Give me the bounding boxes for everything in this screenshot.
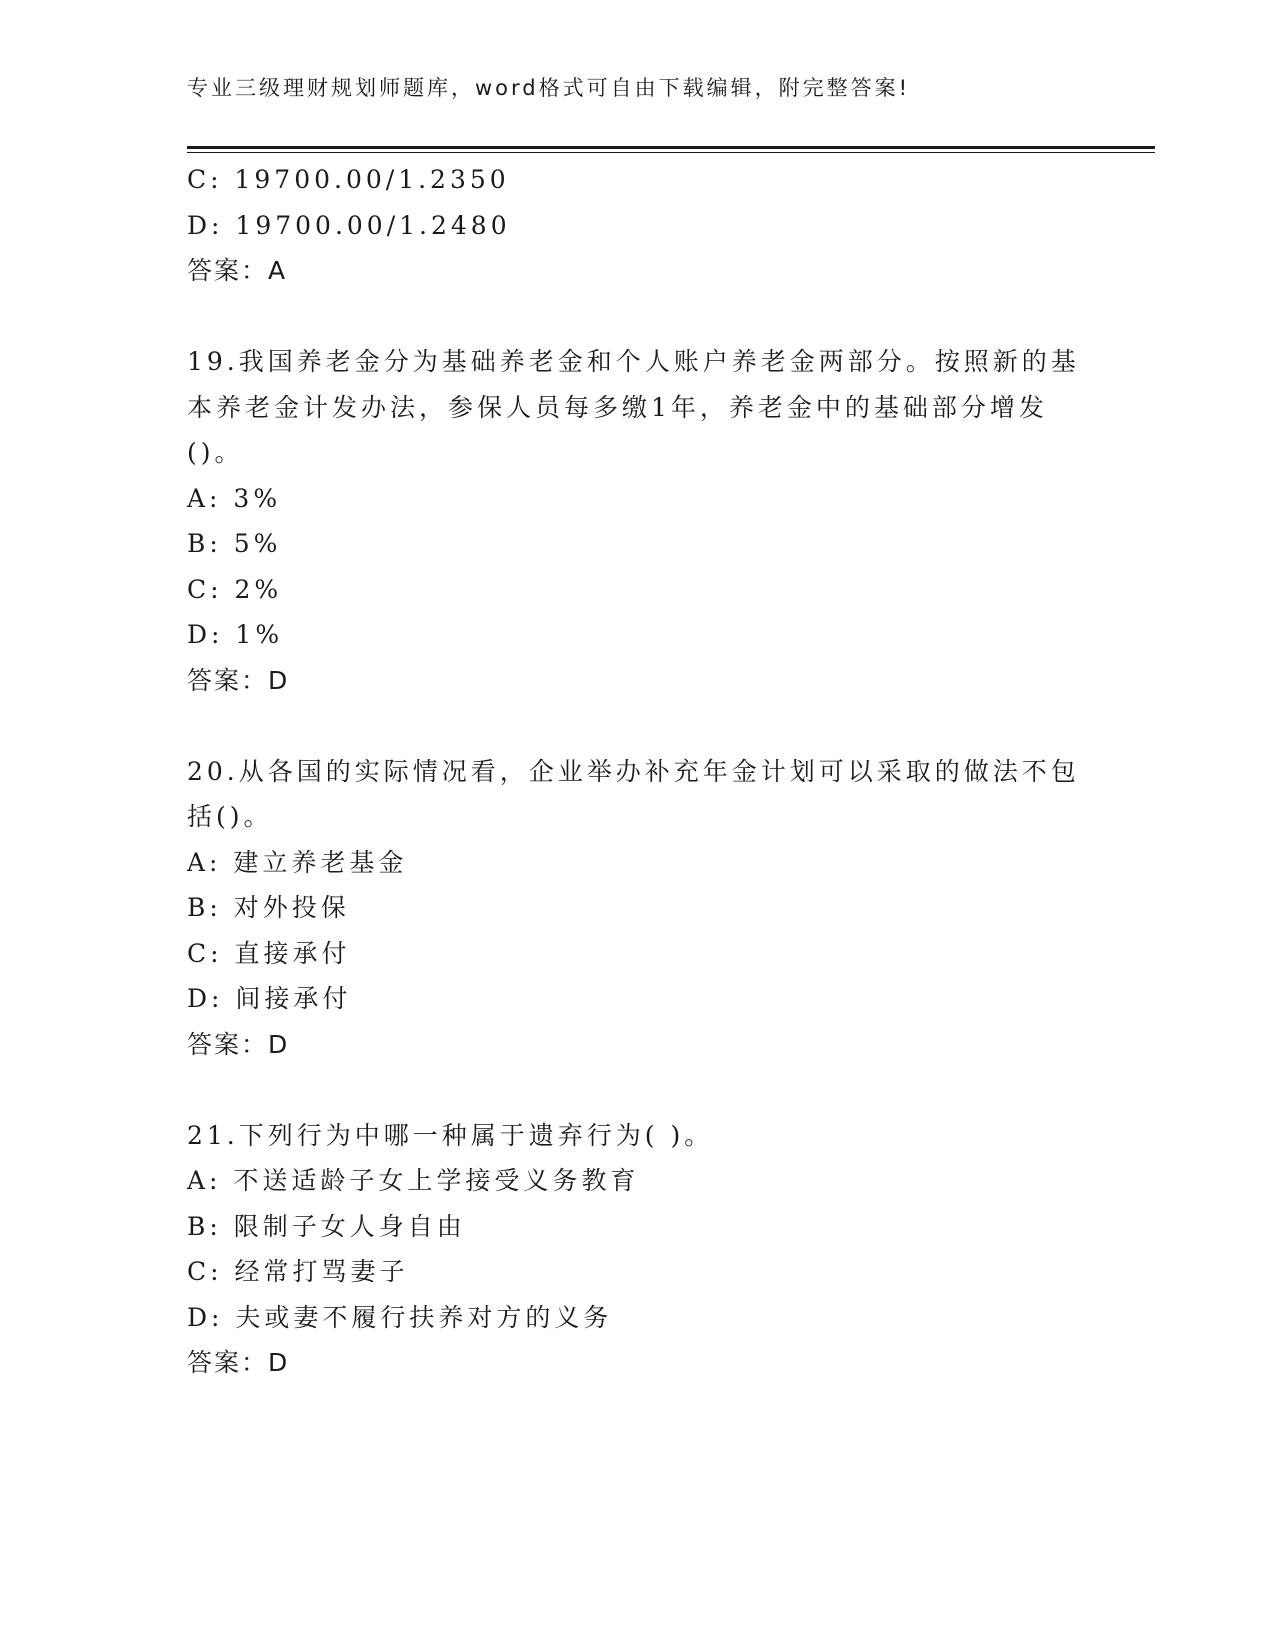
question-19-option-b: B: 5% bbox=[187, 529, 282, 558]
question-20-option-a: A: 建立养老基金 bbox=[187, 847, 408, 877]
spacer bbox=[187, 1067, 1087, 1113]
spacer bbox=[187, 294, 1087, 340]
page-header: 专业三级理财规划师题库，word格式可自由下载编辑，附完整答案! bbox=[187, 76, 911, 100]
spacer bbox=[187, 703, 1087, 749]
option-d: D: 19700.00/1.2480 bbox=[187, 210, 511, 240]
question-20-stem-line-2: 括()。 bbox=[187, 802, 273, 831]
document-body bbox=[187, 157, 1087, 1386]
question-21-answer: 答案：D bbox=[187, 1348, 290, 1377]
option-c: C: 19700.00/1.2350 bbox=[187, 165, 510, 194]
question-20-option-d: D: 间接承付 bbox=[187, 984, 352, 1013]
question-21-option-a: A: 不送适龄子女上学接受义务教育 bbox=[187, 1166, 640, 1195]
question-19-stem-line-3: ()。 bbox=[187, 438, 244, 467]
question-19-stem-line-1: 19.我国养老金分为基础养老金和个人账户养老金两部分。按照新的基 bbox=[187, 347, 1080, 376]
question-20-answer: 答案：D bbox=[187, 1029, 290, 1059]
answer: 答案：A bbox=[187, 256, 288, 285]
header-rule-thin bbox=[187, 152, 1155, 153]
question-21-option-c: C: 经常打骂妻子 bbox=[187, 1257, 409, 1286]
question-20-stem-line-1: 20.从各国的实际情况看，企业举办补充年金计划可以采取的做法不包 bbox=[187, 756, 1080, 786]
question-19-stem-line-2: 本养老金计发办法，参保人员每多缴1年，养老金中的基础部分增发 bbox=[187, 392, 1048, 422]
question-20-option-c: C: 直接承付 bbox=[187, 938, 351, 968]
question-21-option-b: B: 限制子女人身自由 bbox=[187, 1211, 466, 1241]
question-19-option-d: D: 1% bbox=[187, 620, 284, 649]
question-19-option-c: C: 2% bbox=[187, 574, 283, 604]
question-21-stem-line-1: 21.下列行为中哪一种属于遗弃行为( )。 bbox=[187, 1120, 714, 1150]
question-21-option-d: D: 夫或妻不履行扶养对方的义务 bbox=[187, 1302, 613, 1332]
header-rule-thick bbox=[187, 146, 1155, 149]
question-19-answer: 答案：D bbox=[187, 665, 290, 695]
question-19-option-a: A: 3% bbox=[187, 483, 282, 513]
question-20-option-b: B: 对外投保 bbox=[187, 893, 350, 922]
